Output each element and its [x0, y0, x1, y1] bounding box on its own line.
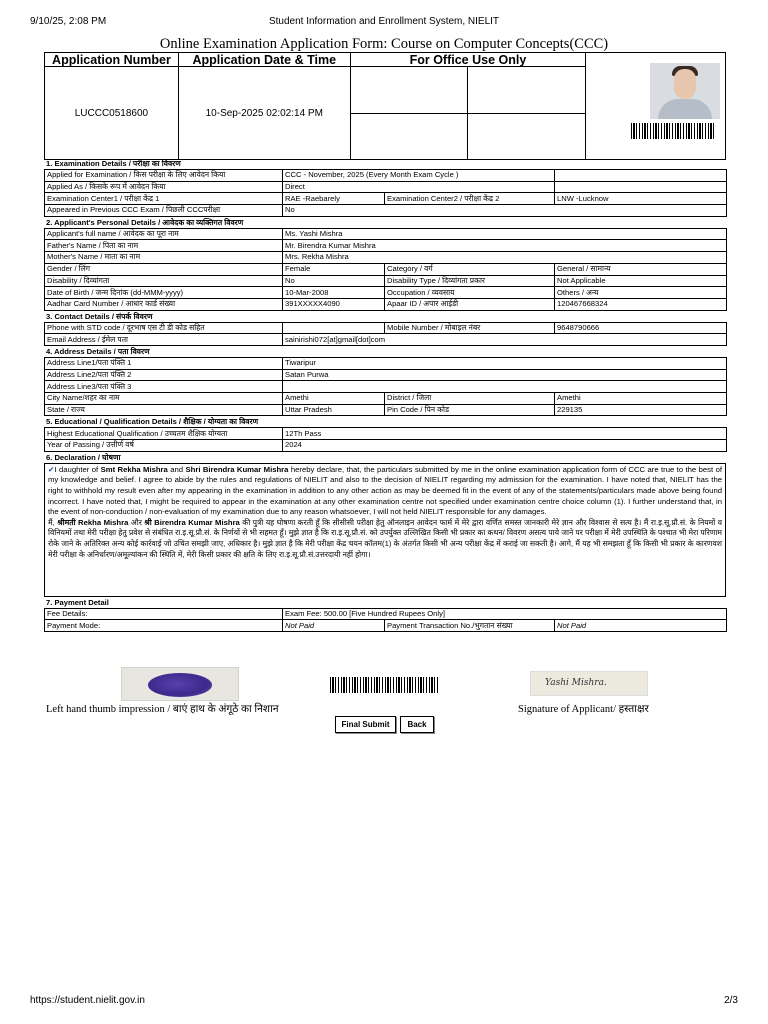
section-declaration-title: 6. Declaration / घोषणा: [46, 452, 121, 462]
field-label: Examination Center1 / परीक्षा केंद्र 1: [45, 193, 283, 205]
declaration-text-part: और: [128, 517, 145, 527]
address-details-table: [44, 357, 727, 416]
print-datetime: 9/10/25, 2:08 PM: [30, 16, 107, 27]
declaration-mother-name: श्रीमती Rekha Mishra: [57, 517, 129, 527]
office-cell: [350, 67, 468, 114]
examination-details-table: [44, 169, 727, 217]
declaration-text-part: मैं,: [48, 517, 58, 527]
application-number-header: Application Number: [45, 53, 179, 67]
field-value: Satan Purwa: [283, 369, 727, 381]
form-body: [44, 158, 726, 632]
field-value: [555, 181, 727, 193]
thumb-caption: Left hand thumb impression / बाएं हाथ के अंगूठे का निशान: [46, 704, 279, 715]
table-row: [45, 322, 727, 334]
field-label: Date of Birth / जन्म दिनांक (dd-MMM-yyyy): [45, 287, 283, 299]
print-page-number: 2/3: [724, 995, 738, 1006]
print-url: https://student.nielit.gov.in: [30, 995, 145, 1006]
field-value: 9648790666: [555, 322, 727, 334]
table-row: [45, 334, 727, 346]
declaration-english: [48, 465, 722, 518]
field-label: District / जिला: [385, 393, 555, 405]
declaration-father-name: श्री Birendra Kumar Mishra: [144, 517, 240, 527]
field-value: No: [283, 275, 385, 287]
field-label: Pin Code / पिन कोड: [385, 404, 555, 416]
field-value: 2024: [283, 440, 727, 452]
field-value: Others / अन्य: [555, 287, 727, 299]
back-button[interactable]: Back: [400, 716, 434, 733]
table-row: [45, 428, 727, 440]
section-personal-title: 2. Applicant's Personal Details / आवेदक का व्यक्तिगत विवरण: [46, 217, 244, 227]
print-title: Student Information and Enrollment System, NIELIT: [268, 16, 500, 27]
field-label: Address Line1/पता पंक्ति 1: [45, 357, 283, 369]
thumb-impression: [121, 667, 239, 701]
table-row: [45, 240, 727, 252]
table-row: [45, 393, 727, 405]
field-value: 391XXXXX4090: [283, 298, 385, 310]
declaration-father-name: Shri Birendra Kumar Mishra: [185, 464, 289, 474]
field-value: Not Paid: [283, 620, 385, 632]
field-label: Disability / दिव्यांगता: [45, 275, 283, 287]
table-row: [45, 193, 727, 205]
payment-details-table: [44, 608, 727, 632]
declaration-text-part: की पुत्री यह घोषणा करती हूँ कि सीसीसी परीक्षा हेतु ऑनलाइन आवेदन फार्म में मेरे द्वारा वर्णित समस्त जानकारी मेरे ज्ञान और विश्वास से सत्य है। मैं रा.इ.सू.प्रौ.सं. के नियमों व विनियमों तथा मेरी परीक्षा हेतु प्रवेश से संबंधित रा.इ.सू.प्रौ.सं. के निर्णयों से भी सहमत हूँ। मुझे ज्ञात है कि रा.इ.सू.प्रौ.सं. को उपर्युक्त उल्लिखित किसी भी प्रकार का कथन/ विवरण असत्य पाये जाने पर परीक्षा में मेरी उपस्थिति के पश्चात भी मेरा परिणाम रोके जाने के अतिरिक्त अन्य कोई कार्रवाई जो उचित समझी जाए, अधिकार है। मुझे ज्ञात है कि मेरी परीक्षा केंद्र चयन कॉलम(1) के अंतर्गत किसी भी अन्य परीक्षा केंद्र में कराई जा सकती है। आगे, मैं यह भी समझता हूँ कि किसी भी प्रकार के कारणवश मेरी परीक्षा के अनिर्धारण/अमूल्यांकन की स्थिति में, मेरी किसी प्रकार की क्षति के लिए रा.इ.सू.प्रौ.सं.उत्तरदायी नहीं होगा।: [48, 517, 723, 559]
declaration-hindi: [48, 518, 722, 560]
declaration-text-part: I daughter of: [54, 464, 101, 474]
section-contact-title: 3. Contact Details / संपर्क विवरण: [46, 311, 153, 321]
field-value: No: [283, 205, 727, 217]
print-footer: [30, 995, 738, 1007]
field-value: Ms. Yashi Mishra: [283, 228, 727, 240]
field-value: sainirishi072[at]gmail[dot]com: [283, 334, 727, 346]
field-value: Direct: [283, 181, 555, 193]
table-row: [45, 404, 727, 416]
table-row: [45, 440, 727, 452]
section-education-title: 5. Educational / Qualification Details / शैक्षिक / योग्यता का विवरण: [46, 417, 259, 427]
declaration-text-part: hereby declare, that, the particulars submitted by me in the online examination application form of CCC are true to the best of my knowledge and belief. I agree to abide by the rules and regulations of NIELIT and also to the decision of NIELIT regarding my admission for the examination. I have noted that, NIELIT has the right to withhold my result even after my appearing in the examination in addition to any other action as may be deemed fit in the event of any of the statements/particulars made above being found incorrect. I have noted that, I might be required to appear in the examination at any other examination centre not specified under examination centre choice column (1). I further understand that, in the event of non-conduction / non-evaluation of my examination due to any reason whatsoever, I will not held NIELIT responsible for any damages.: [48, 464, 722, 517]
table-row: [45, 357, 727, 369]
field-value: [283, 322, 385, 334]
field-value: Amethi: [555, 393, 727, 405]
declaration-mother-name: Smt Rekha Mishra: [100, 464, 168, 474]
application-datetime: 10-Sep-2025 02:02:14 PM: [178, 67, 350, 160]
print-header: [30, 16, 738, 28]
section-address-title: 4. Address Details / पता विवरण: [46, 346, 150, 356]
field-label: Apaar ID / अपार आईडी: [385, 298, 555, 310]
table-row: [45, 205, 727, 217]
applicant-photo: [650, 63, 720, 119]
field-label: Father's Name / पिता का नाम: [45, 240, 283, 252]
field-label: Address Line3/पता पंक्ति 3: [45, 381, 283, 393]
field-label: State / राज्य: [45, 404, 283, 416]
field-label: Fee Details:: [45, 608, 283, 620]
field-label: Aadhar Card Number / आधार कार्ड संख्या: [45, 298, 283, 310]
table-row: [45, 298, 727, 310]
field-value: 10-Mar-2008: [283, 287, 385, 299]
table-row: [45, 381, 727, 393]
field-label: Applicant's full name / आवेदक का पूरा नाम: [45, 228, 283, 240]
form-title: Online Examination Application Form: Course on Computer Concepts(CCC): [159, 36, 609, 52]
field-value: CCC - November, 2025 (Every Month Exam Cycle ): [283, 170, 555, 182]
photo-barcode: [631, 123, 715, 139]
personal-details-table: [44, 228, 727, 311]
field-value: [555, 170, 727, 182]
table-row: [45, 181, 727, 193]
field-value: 229135: [555, 404, 727, 416]
table-row: [45, 275, 727, 287]
field-value: Not Applicable: [555, 275, 727, 287]
field-label: Applied As / किसके रूप में आवेदन किया: [45, 181, 283, 193]
field-value: [283, 381, 727, 393]
field-label: Appeared in Previous CCC Exam / पिछली CCCपरीक्षा: [45, 205, 283, 217]
section-examination-title: 1. Examination Details / परीक्षा का विवरण: [46, 159, 181, 168]
declaration-text: [44, 463, 726, 597]
field-value: Uttar Pradesh: [283, 404, 385, 416]
field-value: RAE -Raebarely: [283, 193, 385, 205]
field-label: Address Line2/पता पंक्ति 2: [45, 369, 283, 381]
field-label: Year of Passing / उत्तीर्ण वर्ष: [45, 440, 283, 452]
field-value: Exam Fee: 500.00 [Five Hundred Rupees Only]: [283, 608, 727, 620]
office-cell: [468, 113, 586, 160]
field-label: Applied for Examination / किस परीक्षा के लिए आवेदन किया: [45, 170, 283, 182]
office-use-header: For Office Use Only: [350, 53, 586, 67]
table-row: [45, 620, 727, 632]
applicant-signature: Yashi Mishra.: [530, 671, 648, 696]
field-value: Mrs. Rekha Mishra: [283, 252, 727, 264]
field-label: Email Address / ईमेल पता: [45, 334, 283, 346]
office-cell: [350, 113, 468, 160]
field-label: Gender / लिंग: [45, 263, 283, 275]
field-label: Payment Transaction No./भुगतान संख्या: [385, 620, 555, 632]
field-label: Mobile Number / मोबाइल नंबर: [385, 322, 555, 334]
checkmark-icon: ✔: [48, 464, 55, 474]
table-row: [45, 170, 727, 182]
application-date-header: Application Date & Time: [178, 53, 350, 67]
final-submit-button[interactable]: Final Submit: [335, 716, 396, 733]
field-value: 12Th Pass: [283, 428, 727, 440]
section-payment-title: 7. Payment Detail: [46, 597, 109, 607]
field-label: Phone with STD code / दूरभाष एस टी डी कोड सहित: [45, 322, 283, 334]
photo-cell: [586, 53, 726, 160]
field-value: Female: [283, 263, 385, 275]
field-label: Category / वर्ग: [385, 263, 555, 275]
office-cell: [468, 67, 586, 114]
field-label: Occupation / व्यवसाय: [385, 287, 555, 299]
table-row: [45, 263, 727, 275]
field-label: Highest Educational Qualification / उच्चतम शैक्षिक योग्यता: [45, 428, 283, 440]
application-number: LUCCC0518600: [45, 67, 179, 160]
field-value: LNW -Lucknow: [555, 193, 727, 205]
field-label: Disability Type / दिव्यांगता प्रकार: [385, 275, 555, 287]
field-value: Tiwaripur: [283, 357, 727, 369]
application-header-table: [44, 52, 726, 160]
table-row: [45, 252, 727, 264]
declaration-text-part: and: [167, 464, 186, 474]
field-label: Examination Center2 / परीक्षा केंद्र 2: [385, 193, 555, 205]
field-value: 120467668324: [555, 298, 727, 310]
field-label: Mother's Name / माता का नाम: [45, 252, 283, 264]
table-row: [45, 608, 727, 620]
contact-details-table: [44, 322, 727, 346]
table-row: [45, 369, 727, 381]
field-value: Not Paid: [555, 620, 727, 632]
table-row: [45, 287, 727, 299]
application-barcode: [330, 677, 438, 693]
signature-caption: Signature of Applicant/ हस्ताक्षर: [518, 704, 649, 715]
field-label: Payment Mode:: [45, 620, 283, 632]
field-value: Amethi: [283, 393, 385, 405]
education-details-table: [44, 427, 727, 451]
table-row: [45, 228, 727, 240]
field-label: City Name/शहर का नाम: [45, 393, 283, 405]
field-value: General / सामान्य: [555, 263, 727, 275]
field-value: Mr. Birendra Kumar Mishra: [283, 240, 727, 252]
